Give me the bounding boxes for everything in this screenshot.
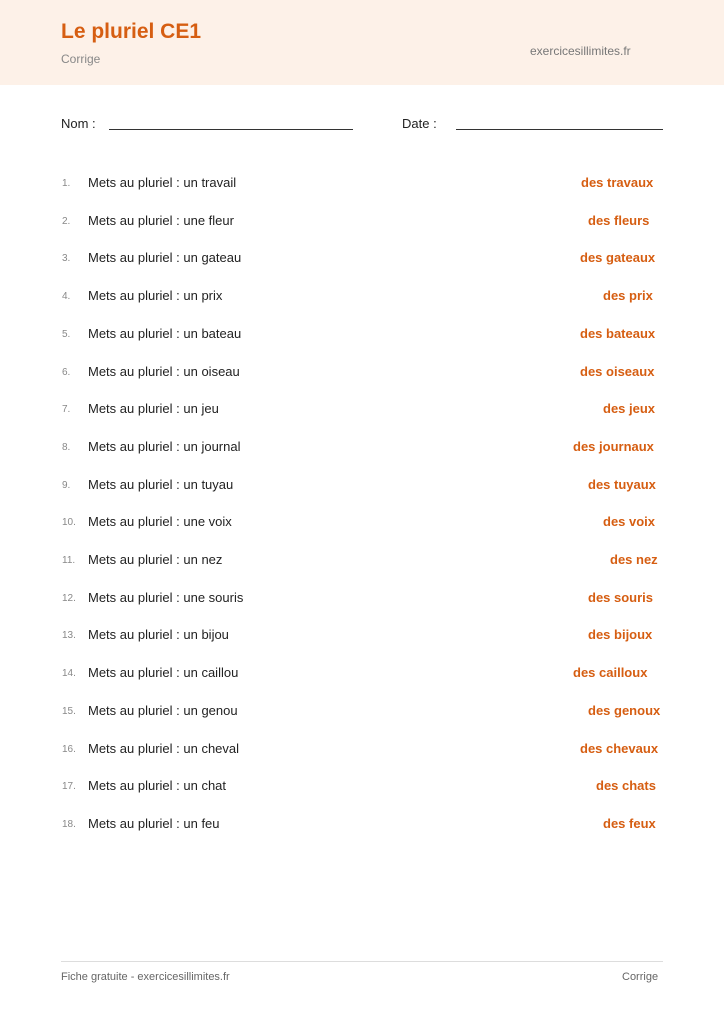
question-answer: des prix bbox=[603, 288, 653, 304]
question-number: 4. bbox=[62, 291, 71, 303]
question-answer: des oiseaux bbox=[580, 363, 655, 379]
date-line[interactable] bbox=[456, 129, 663, 130]
name-label: Nom : bbox=[61, 116, 96, 131]
question-number: 6. bbox=[62, 366, 71, 378]
question-number: 13. bbox=[62, 630, 76, 642]
page-header bbox=[0, 0, 724, 85]
question-number: 14. bbox=[62, 668, 76, 680]
footer-divider bbox=[61, 961, 663, 962]
question-number: 8. bbox=[62, 441, 71, 453]
question-prompt: Mets au pluriel : un genou bbox=[88, 702, 238, 718]
question-answer: des cailloux bbox=[573, 665, 648, 681]
question-prompt: Mets au pluriel : un journal bbox=[88, 438, 241, 454]
question-answer: des gateaux bbox=[580, 250, 656, 266]
question-prompt: Mets au pluriel : un caillou bbox=[88, 665, 239, 681]
question-prompt: Mets au pluriel : une voix bbox=[88, 514, 232, 530]
question-answer: des travaux bbox=[581, 175, 654, 190]
question-number: 9. bbox=[62, 479, 71, 491]
question-prompt: Mets au pluriel : un travail bbox=[88, 175, 237, 190]
question-number: 3. bbox=[62, 253, 71, 265]
page-title: Le pluriel CE1 bbox=[61, 20, 202, 43]
question-prompt: Mets au pluriel : une souris bbox=[88, 589, 244, 605]
question-answer: des bijoux bbox=[588, 627, 653, 643]
question-number: 11. bbox=[62, 555, 76, 566]
question-number: 15. bbox=[62, 705, 76, 717]
question-prompt: Mets au pluriel : un cheval bbox=[88, 740, 240, 756]
question-answer: des chats bbox=[596, 778, 656, 794]
question-prompt: Mets au pluriel : une fleur bbox=[88, 212, 234, 228]
question-answer: des nez bbox=[610, 552, 658, 567]
question-answer: des journaux bbox=[573, 438, 654, 454]
question-number: 2. bbox=[62, 215, 71, 227]
question-prompt: Mets au pluriel : un chat bbox=[88, 778, 227, 794]
footer-source: Fiche gratuite - exercicesillimites.fr bbox=[61, 971, 230, 983]
footer-label: Corrige bbox=[622, 971, 659, 983]
question-answer: des voix bbox=[603, 514, 656, 530]
question-number: 10. bbox=[62, 517, 76, 529]
question-prompt: Mets au pluriel : un tuyau bbox=[88, 476, 234, 492]
question-number: 12. bbox=[62, 592, 76, 604]
question-answer: des jeux bbox=[603, 401, 656, 417]
question-prompt: Mets au pluriel : un gateau bbox=[88, 250, 242, 266]
date-label: Date : bbox=[402, 116, 437, 131]
question-answer: des chevaux bbox=[580, 740, 659, 756]
page-subtitle: Corrige bbox=[61, 52, 101, 66]
question-prompt: Mets au pluriel : un jeu bbox=[88, 401, 219, 417]
question-prompt: Mets au pluriel : un oiseau bbox=[88, 363, 240, 379]
question-answer: des souris bbox=[588, 589, 654, 605]
question-answer: des feux bbox=[603, 815, 656, 831]
question-answer: des fleurs bbox=[588, 212, 650, 228]
question-answer: des genoux bbox=[588, 702, 661, 718]
question-prompt: Mets au pluriel : un nez bbox=[88, 552, 223, 567]
question-number: 17. bbox=[62, 781, 76, 793]
question-number: 18. bbox=[62, 818, 76, 830]
question-prompt: Mets au pluriel : un feu bbox=[88, 815, 220, 831]
question-answer: des tuyaux bbox=[588, 476, 656, 492]
question-number: 5. bbox=[62, 328, 71, 340]
question-number: 16. bbox=[62, 743, 76, 755]
question-number: 7. bbox=[62, 404, 71, 416]
question-number: 1. bbox=[62, 178, 71, 189]
site-name: exercicesillimites.fr bbox=[530, 44, 631, 58]
question-answer: des bateaux bbox=[580, 325, 656, 341]
question-prompt: Mets au pluriel : un prix bbox=[88, 288, 223, 304]
question-prompt: Mets au pluriel : un bateau bbox=[88, 325, 242, 341]
name-line[interactable] bbox=[109, 129, 353, 130]
question-prompt: Mets au pluriel : un bijou bbox=[88, 627, 229, 643]
